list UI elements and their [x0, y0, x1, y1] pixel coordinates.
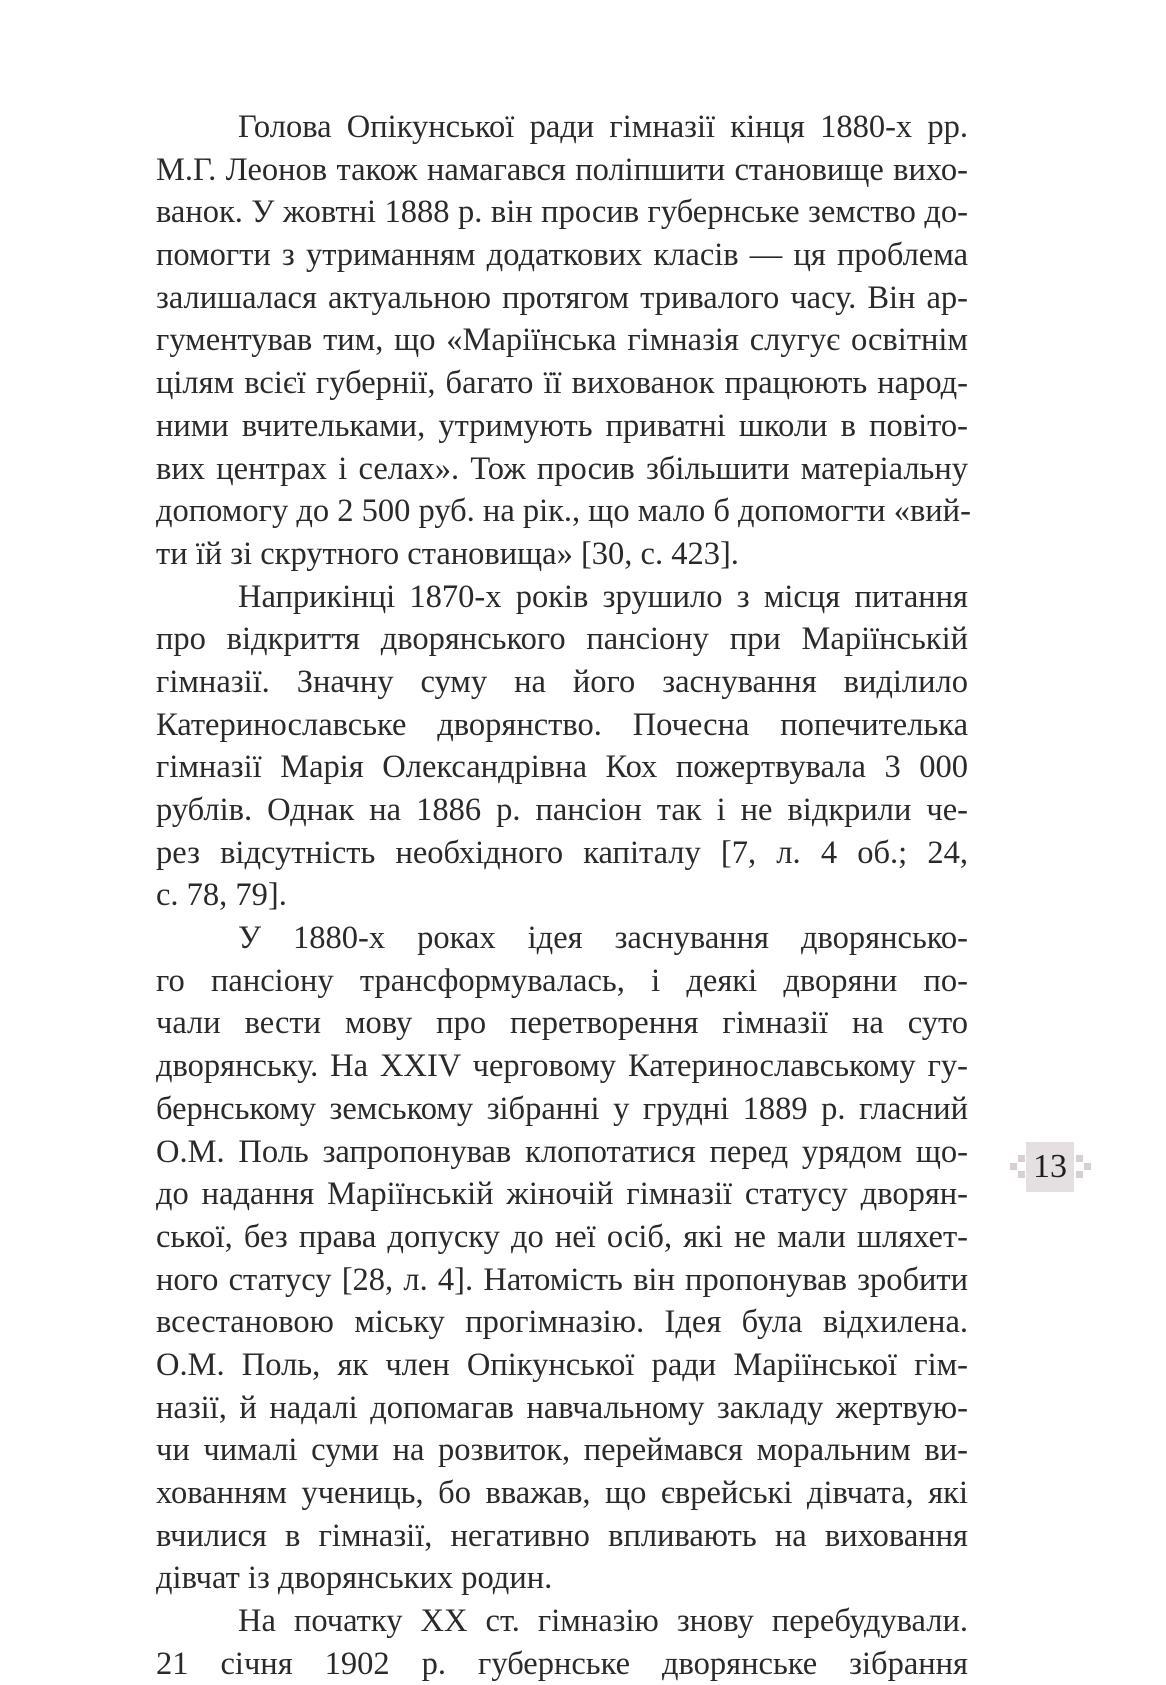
text-line: допомогу до 2 500 руб. на рік., що мало б допомогти «вий-	[156, 493, 971, 530]
text-line: с. 78, 79].	[156, 877, 287, 914]
text-line: ської, без права допуску до неї осіб, які не мали шляхет-	[156, 1218, 968, 1255]
text-line: ванок. У жовтні 1888 р. він просив губернське земство до-	[156, 194, 968, 231]
text-line: хованням учениць, бо вважав, що єврейські дівчата, які	[156, 1475, 968, 1511]
text-line: всестановою міську прогімназію. Ідея була відхилена.	[156, 1304, 968, 1341]
text-line: про відкриття дворянського пансіону при Маріїнській	[156, 621, 968, 658]
text-line: 21 січня 1902 р. губернське дворянське зібрання	[156, 1645, 968, 1682]
text-line: ного статусу [28, л. 4]. Натомість він пропонував зробити	[156, 1261, 968, 1298]
ornament-right-icon	[1074, 1142, 1092, 1192]
text-line: На початку XX ст. гімназію знову перебудували.	[238, 1603, 968, 1640]
paragraph	[156, 106, 971, 576]
paragraph	[156, 1600, 968, 1685]
text-line: назії, й надалі допомагав навчальному закладу жертвую-	[156, 1389, 968, 1426]
text-line: У 1880-х роках ідея заснування дворянсько-	[238, 920, 968, 957]
text-line: ними вчительками, утримують приватні школи в повіто-	[156, 407, 968, 444]
text-line: Катеринославське дворянство. Почесна попечителька	[156, 706, 968, 743]
text-line: О.М. Поль запропонував клопотатися перед урядом що-	[156, 1133, 968, 1170]
text-line: рублів. Однак на 1886 р. пансіон так і не відкрили че-	[156, 792, 968, 828]
text-line: Голова Опікунської ради гімназії кінця 1880-х рр.	[238, 109, 968, 145]
ornament-left-icon	[1010, 1142, 1026, 1192]
text-line: до надання Маріїнській жіночій гімназії статусу дворян-	[156, 1176, 968, 1213]
text-line: гімназії. Значну суму на його заснування виділило	[156, 663, 968, 700]
text-line: О.М. Поль, як член Опікунської ради Маріїнської гім-	[156, 1346, 968, 1383]
text-line: М.Г. Леонов також намагався поліпшити становище вихо-	[156, 151, 968, 188]
text-line: чали вести мову про перетворення гімназії на суто	[156, 1005, 968, 1042]
text-line: чи чималі суми на розвиток, переймався моральним ви-	[156, 1432, 968, 1469]
text-line: гімназії Марія Олександрівна Кох пожертвувала 3 000	[156, 749, 968, 786]
text-line: вих центрах і селах». Тож просив збільшити матеріальну	[156, 450, 968, 487]
page-number: 13	[1026, 1142, 1074, 1192]
text-line: гументував тим, що «Маріїнська гімназія слугує освітнім	[156, 322, 968, 359]
text-line: залишалася актуальною протягом тривалого часу. Він ар-	[156, 279, 968, 316]
paragraph	[156, 576, 968, 918]
paragraph	[156, 917, 968, 1600]
text-line: ти їй зі скрутного становища» [30, с. 423].	[156, 535, 739, 572]
page-number-badge	[1010, 1142, 1092, 1192]
text-line: Наприкінці 1870-х років зрушило з місця питання	[238, 578, 968, 615]
text-line: помогти з утриманням додаткових класів — ця проблема	[156, 237, 968, 274]
text-line: вчилися в гімназії, негативно впливають на виховання	[156, 1517, 968, 1554]
text-line: бернському земському зібранні у грудні 1889 р. гласний	[156, 1090, 968, 1127]
text-line: дворянську. На XXIV черговому Катеринославському гу-	[156, 1048, 968, 1085]
text-line: го пансіону трансформувалась, і деякі дворяни по-	[156, 962, 968, 999]
text-line: рез відсутність необхідного капіталу [7, л. 4 об.; 24,	[156, 834, 968, 871]
text-line: цілям всієї губернії, багато її вихованок працюють народ-	[156, 365, 968, 402]
body-text	[156, 106, 971, 1685]
text-line: дівчат із дворянських родин.	[156, 1560, 553, 1597]
